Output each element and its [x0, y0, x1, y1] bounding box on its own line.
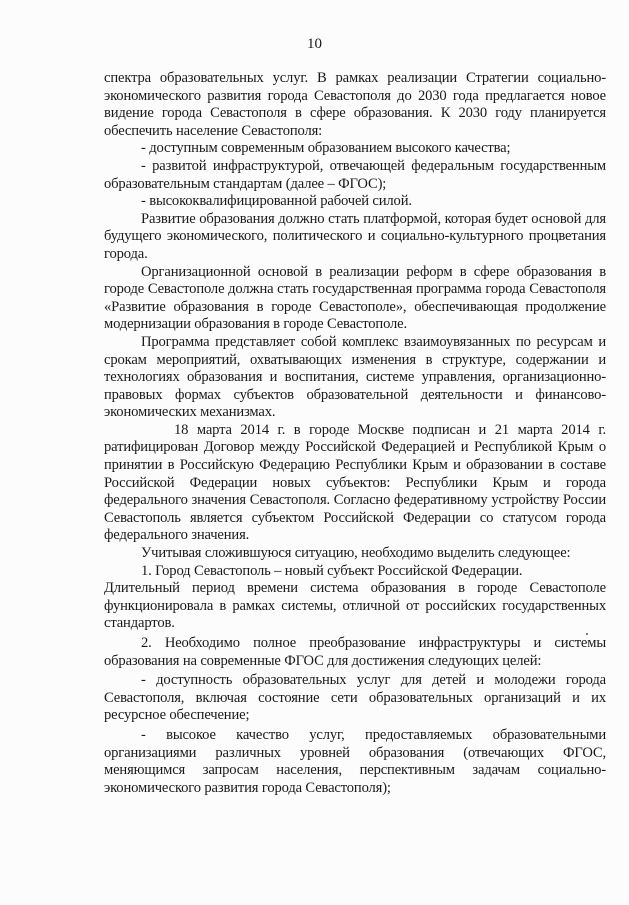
- list-item-workforce: - высококвалифицированной рабочей силой.: [141, 193, 412, 210]
- list-item-quality: - высокое качество услуг, предоставляемых образовательными организациями различных уровней образования (отвечающих ФГОС, меняющимся запросам населения, перспективным задачам социально-экономического развития города Севастополя);: [104, 726, 606, 796]
- paragraph-program: Программа представляет собой комплекс взаимоувязанных по ресурсам и срокам мероприятий, охватывающих изменения в структуре, содержании и технологиях образования и воспитания, системе управления, организационно-правовых формах субъектов образовательной деятельности и финансово-экономических механизмах.: [104, 333, 606, 421]
- body-text: [104, 70, 606, 797]
- list-item-infrastructure: - развитой инфраструктурой, отвечающей федеральным государственным образовательным стандартам (далее – ФГОС);: [104, 157, 606, 192]
- scan-speck: [586, 633, 588, 635]
- paragraph-platform: Развитие образования должно стать платформой, которая будет основой для будущего экономического, политического и социально-культурного процветания города.: [104, 210, 606, 262]
- paragraph-situation: Учитывая сложившуюся ситуацию, необходимо выделить следующее:: [141, 545, 571, 562]
- list-item-accessibility: - доступность образовательных услуг для детей и молодежи города Севастополя, включая состояние сети образовательных организаций и их ресурсное обеспечение;: [104, 672, 606, 724]
- page-number: 10: [307, 36, 322, 52]
- paragraph-point-2: 2. Необходимо полное преобразование инфраструктуры и системы образования на современные ФГОС для достижения следующих целей:: [104, 635, 606, 669]
- paragraph-treaty: 18 марта 2014 г. в городе Москве подписан и 21 марта 2014 г. ратифицирован Договор между Российской Федерацией и Республикой Крым о принятии в Российскую Федерацию Республики Крым и образовании в составе Российской Федерации новых субъектов: Республики Крым и города федерального значения Севастополя. Согласно федеративному устройству России Севастополь является субъектом Российской Федерации со статусом города федерального значения.: [104, 421, 606, 544]
- paragraph-intro: спектра образовательных услуг. В рамках реализации Стратегии социально-экономического развития города Севастополя до 2030 года предлагается новое видение города Севастополя в сфере образования. К 2030 году планируется обеспечить население Севастополя:: [104, 70, 606, 139]
- paragraph-organizational-basis: Организационной основой в реализации реформ в сфере образования в городе Севастополе должна стать государственная программа города Севастополя «Развитие образования в городе Севастополе», обеспечивающая продолжение модернизации образования в городе Севастополе.: [104, 263, 606, 333]
- paragraph-long-period: Длительный период времени система образования в городе Севастополе функционировала в рамках системы, отличной от российских государственных стандартов.: [104, 580, 606, 632]
- paragraph-point-1: 1. Город Севастополь – новый субъект Российской Федерации.: [141, 562, 523, 579]
- list-item-education-quality: - доступным современным образованием высокого качества;: [141, 140, 511, 157]
